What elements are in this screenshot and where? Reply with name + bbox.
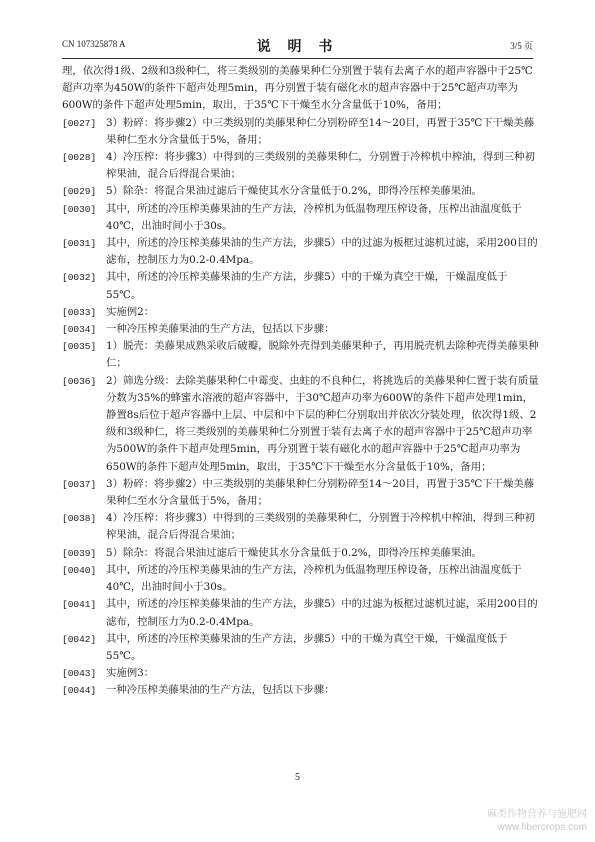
paragraph-text: 一种冷压榨美藤果油的生产方法，包括以下步骤： <box>106 323 335 336</box>
paragraph <box>62 304 540 321</box>
paragraph <box>62 115 540 149</box>
paragraph-number: [0040] <box>62 564 97 576</box>
page-header <box>62 36 533 54</box>
paragraph <box>62 596 540 630</box>
paragraph-number: [0036] <box>62 375 97 387</box>
patent-number: CN 107325878 A <box>62 39 126 49</box>
paragraph-text: 其中，所述的冷压榨美藤果油的生产方法，冷榨机为低温物理压榨设备，压榨出油温度低于40℃，出油时间小于30s。 <box>106 202 522 232</box>
document-title: 说 明 书 <box>256 39 339 55</box>
paragraph-number: [0034] <box>62 324 97 336</box>
paragraph <box>62 682 540 699</box>
paragraph-text: 5）除杂：将混合果油过滤后干燥使其水分含量低于0.2%，即得冷压榨美藤果油。 <box>106 546 482 559</box>
paragraph-text: 3）粉碎：将步骤2）中三类级别的美藤果种仁分别粉碎至14～20目，再置于35℃下干燥美藤果种仁至水分含量低于5%，备用； <box>106 116 535 146</box>
paragraph-text: 其中，所述的冷压榨美藤果油的生产方法，步骤5）中的过滤为板框过滤机过滤，采用200目的滤布，控制压力为0.2-0.4Mpa。 <box>106 237 538 267</box>
paragraph-number: [0039] <box>62 547 97 559</box>
paragraph-text: 其中，所述的冷压榨美藤果油的生产方法，步骤5）中的干燥为真空干燥，干燥温度低于55℃。 <box>106 271 508 301</box>
paragraph-text: 其中，所述的冷压榨美藤果油的生产方法，步骤5）中的过滤为板框过滤机过滤，采用200目的滤布，控制压力为0.2-0.4Mpa。 <box>106 598 538 628</box>
document-body <box>62 63 540 700</box>
paragraph <box>62 510 540 544</box>
paragraph-text: 其中，所述的冷压榨美藤果油的生产方法，步骤5）中的干燥为真空干燥，干燥温度低于55℃。 <box>106 632 508 662</box>
paragraph-text: 2）筛选分级：去除美藤果种仁中霉变、虫蛀的不良种仁，将挑选后的美藤果种仁置于装有质量分数为35%的蜂蜜水溶液的超声容器中，于30℃超声功率为600W的条件下超声处理1min，静置8s后位于超声容器中上层、中层和中下层的种仁分别取出并依次分装处理，依次得1级、2级和3级种仁，将三类级别的美藤果种仁分别置于装有去离子水的超声容器中于25℃超声功率为500W的条件下超声处理5min，再分别置于装有磁化水的超声容器中于25℃超声功率为650W的条件下超声处理5min，取出，于35℃下干燥至水分含量低于10%，备用； <box>106 374 539 473</box>
paragraph-number: [0037] <box>62 478 97 490</box>
watermark-url: www.fibercrops.com <box>497 822 587 833</box>
paragraph <box>62 631 540 665</box>
paragraph-number: [0041] <box>62 599 97 611</box>
page-number: 5 <box>295 772 300 783</box>
paragraph-text: 3）粉碎：将步骤2）中三类级别的美藤果种仁分别粉碎至14～20目，再置于35℃下干燥美藤果种仁至水分含量低于5%，备用； <box>106 477 535 508</box>
paragraph-number: [0030] <box>62 203 97 215</box>
paragraph-text: 5）除杂：将混合果油过滤后干燥使其水分含量低于0.2%，即得冷压榨美藤果油。 <box>106 185 482 198</box>
paragraph <box>62 338 540 372</box>
page-indicator: 3/5 页 <box>510 41 533 51</box>
paragraph-number: [0029] <box>62 186 97 198</box>
paragraph <box>62 63 540 115</box>
paragraph-number: [0042] <box>62 633 97 645</box>
paragraph-number: [0028] <box>62 152 97 164</box>
site-watermark <box>487 808 587 834</box>
paragraph <box>62 235 540 269</box>
paragraph <box>62 476 540 510</box>
paragraph-text: 理，依次得1级、2级和3级种仁，将三类级别的美藤果种仁分别置于装有去离子水的超声容器中于25℃超声功率为450W的条件下超声处理5min，再分别置于装有磁化水的超声容器中于25℃超声功率为600W的条件下超声处理5min，取出，于35℃下干燥至水分含量低于10%，备用； <box>62 65 533 112</box>
paragraph <box>62 183 540 200</box>
paragraph <box>62 373 540 476</box>
watermark-title: 麻类作物营养与施肥网 <box>487 809 587 820</box>
paragraph-text: 1）脱壳：美藤果成熟采收后破瓣，脱除外壳得到美藤果种子，再用脱壳机去除种壳得美藤果种仁； <box>106 340 539 370</box>
paragraph <box>62 269 540 303</box>
paragraph <box>62 665 540 682</box>
paragraph-text: 其中，所述的冷压榨美藤果油的生产方法，冷榨机为低温物理压榨设备，压榨出油温度低于40℃，出油时间小于30s。 <box>106 563 522 594</box>
paragraph-number: [0038] <box>62 513 97 525</box>
paragraph-text: 4）冷压榨：将步骤3）中得到的三类级别的美藤果种仁，分别置于冷榨机中榨油，得到三种初榨果油，混合后得混合果油； <box>106 512 535 542</box>
header-rule <box>62 58 533 59</box>
section-heading: 实施例2： <box>106 305 155 318</box>
paragraph <box>62 201 540 235</box>
paragraph-number: [0027] <box>62 117 97 129</box>
paragraph-number: [0031] <box>62 238 97 250</box>
paragraph <box>62 562 540 596</box>
paragraph <box>62 321 540 338</box>
paragraph <box>62 545 540 562</box>
section-heading: 实施例3： <box>106 667 155 680</box>
paragraph <box>62 149 540 183</box>
paragraph-number: [0043] <box>62 668 97 680</box>
paragraph-text: 一种冷压榨美藤果油的生产方法，包括以下步骤： <box>106 684 335 697</box>
paragraph-number: [0044] <box>62 685 97 697</box>
paragraph-text: 4）冷压榨：将步骤3）中得到的三类级别的美藤果种仁，分别置于冷榨机中榨油，得到三种初榨果油，混合后得混合果油； <box>106 151 535 181</box>
paragraph-number: [0035] <box>62 341 97 353</box>
paragraph-number: [0033] <box>62 306 97 318</box>
paragraph-number: [0032] <box>62 272 97 284</box>
